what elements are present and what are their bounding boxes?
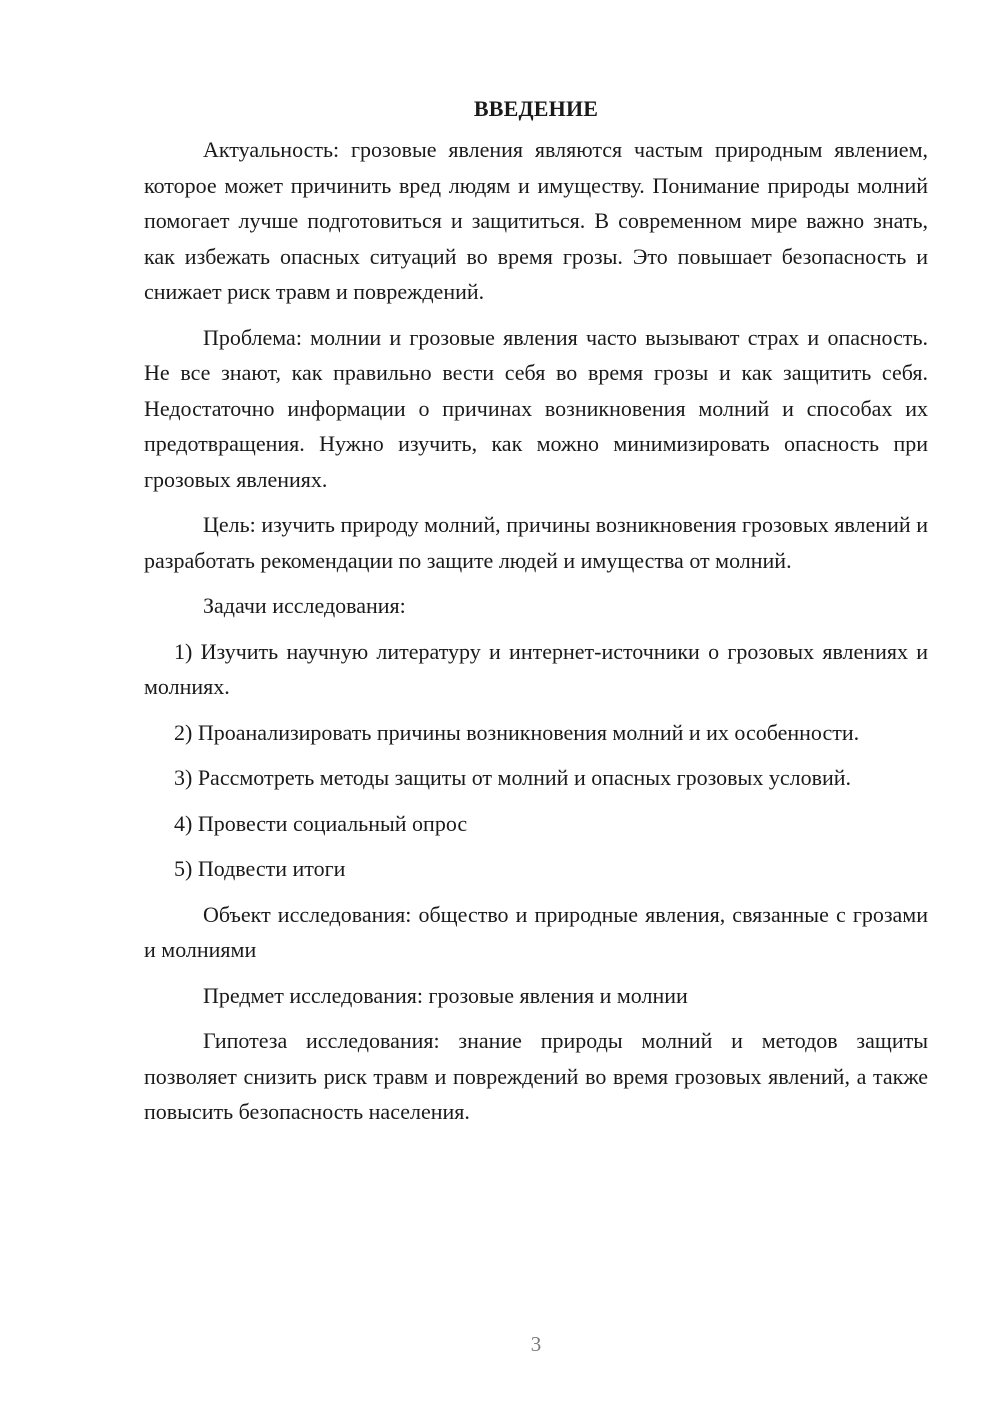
tasks-heading: Задачи исследования: — [203, 593, 406, 618]
task-item-5: 5) Подвести итоги — [174, 856, 346, 881]
hypothesis-paragraph: Гипотеза исследования: знание природы молний и методов защиты позволяет снизить риск травм и повреждений во время грозовых явлений, а также повысить безопасность населения. — [144, 1028, 928, 1124]
document-page — [144, 92, 928, 1140]
page-number: 3 — [530, 1332, 542, 1356]
subject-paragraph: Предмет исследования: грозовые явления и молнии — [203, 982, 688, 1008]
goal-paragraph: Цель: изучить природу молний, причины возникновения грозовых явлений и разработать рекомендации по защите людей и имущества от молний. — [144, 512, 928, 573]
task-item-3: 3) Рассмотреть методы защиты от молний и опасных грозовых условий. — [174, 765, 852, 790]
problem-paragraph: Проблема: молнии и грозовые явления часто вызывают страх и опасность. Не все знают, как правильно вести себя во время грозы и как защитить себя. Недостаточно информации о причинах возникновения молний и способах их предотвращения. Нужно изучить, как можно минимизировать опасность при грозовых явлениях. — [144, 324, 928, 492]
section-title: ВВЕДЕНИЕ — [473, 96, 599, 121]
object-paragraph: Объект исследования: общество и природные явления, связанные с грозами и молниями — [144, 901, 928, 962]
task-item-1: 1) Изучить научную литературу и интернет-источники о грозовых явлениях и молниях. — [144, 638, 928, 699]
relevance-paragraph: Актуальность: грозовые явления являются частым природным явлением, которое может причинить вред людям и имуществу. Понимание природы молний помогает лучше подготовиться и защититься. В современном мире важно знать, как избежать опасных ситуаций во время грозы. Это повышает безопасность и снижает риск травм и повреждений. — [144, 137, 928, 304]
task-item-4: 4) Провести социальный опрос — [174, 810, 468, 836]
task-item-2: 2) Проанализировать причины возникновения молний и их особенности. — [174, 719, 860, 745]
